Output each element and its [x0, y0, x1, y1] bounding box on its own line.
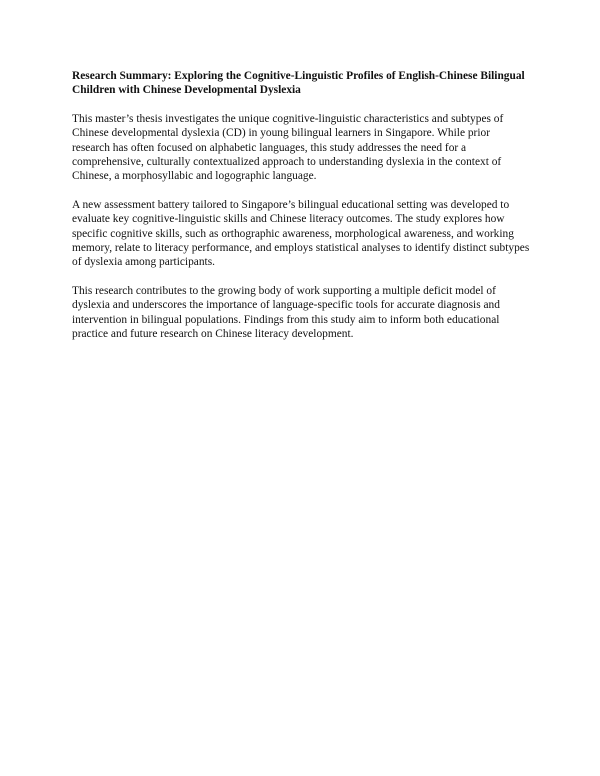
document-body: [72, 69, 530, 356]
paragraph-methods: A new assessment battery tailored to Singapore’s bilingual educational setting was developed to evaluate key cognitive-linguistic skills and Chinese literacy outcomes. The study explores how specific cognitive skills, such as orthographic awareness, morphological awareness, and working memory, relate to literacy performance, and employs statistical analyses to identify distinct subtypes of dyslexia among participants.: [72, 198, 530, 269]
paragraph-contribution: This research contributes to the growing body of work supporting a multiple deficit model of dyslexia and underscores the importance of language-specific tools for accurate diagnosis and intervention in bilingual populations. Findings from this study aim to inform both educational practice and future research on Chinese literacy development.: [72, 284, 500, 341]
document-title: Research Summary: Exploring the Cognitive-Linguistic Profiles of English-Chinese Bilingual Children with Chinese Developmental Dyslexia: [72, 70, 525, 97]
paragraph-intro: This master’s thesis investigates the unique cognitive-linguistic characteristics and subtypes of Chinese developmental dyslexia (CD) in young bilingual learners in Singapore. While prior research has often focused on alphabetic languages, this study addresses the need for a comprehensive, culturally contextualized approach to understanding dyslexia in the context of Chinese, a morphosyllabic and logographic language.: [72, 112, 504, 183]
